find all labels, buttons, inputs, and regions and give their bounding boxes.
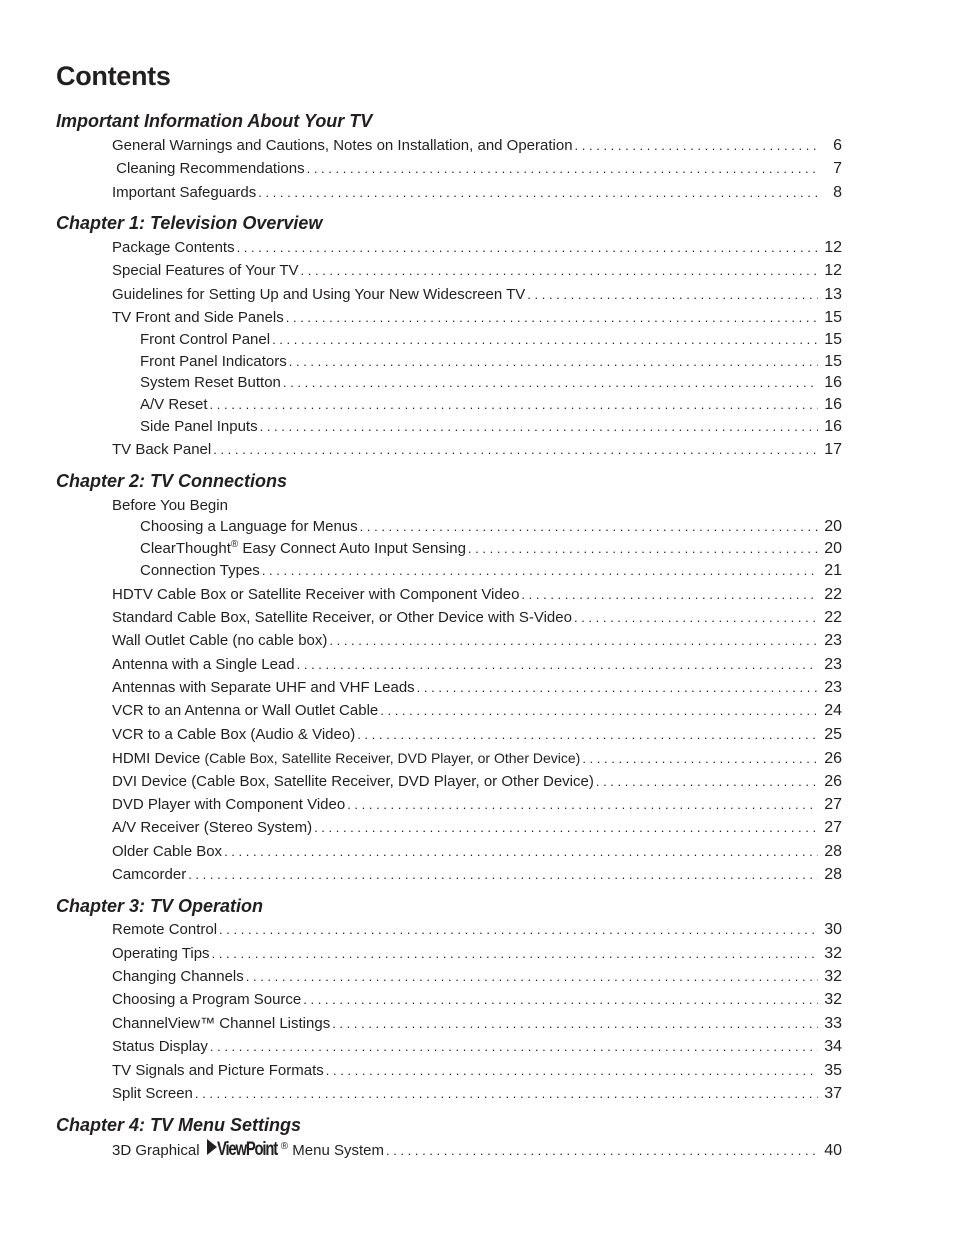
page-number: 15 xyxy=(824,353,842,370)
toc-entry[interactable]: HDMI Device (Cable Box, Satellite Receiver, DVD Player, or Other Device) . . . 26 xyxy=(112,748,842,768)
toc-entry[interactable]: A/V Receiver (Stereo System) . . . 27 xyxy=(112,818,842,838)
toc-entry[interactable]: Before You Begin xyxy=(112,497,228,514)
page-number: 28 xyxy=(824,843,842,860)
toc-subentry[interactable]: Connection Types . . . 21 xyxy=(140,561,842,581)
toc-subentry[interactable]: Front Panel Indicators . . . 15 xyxy=(140,352,842,372)
toc-entry[interactable]: Antennas with Separate UHF and VHF Leads . . . 23 xyxy=(112,678,842,698)
page-number: 25 xyxy=(824,726,842,743)
toc-entry[interactable]: Antenna with a Single Lead . . . 23 xyxy=(112,655,842,675)
toc-entry[interactable]: Split Screen . . . 37 xyxy=(112,1084,842,1104)
page-number: 26 xyxy=(824,750,842,767)
toc-subentry[interactable]: Choosing a Language for Menus . . . 20 xyxy=(140,517,842,537)
toc-subentry[interactable]: Front Control Panel . . . 15 xyxy=(140,330,842,350)
page-number: 32 xyxy=(824,945,842,962)
page-number: 6 xyxy=(833,137,842,154)
toc-entry[interactable]: DVI Device (Cable Box, Satellite Receiver, DVD Player, or Other Device) . . . 26 xyxy=(112,772,842,792)
page-number: 16 xyxy=(824,396,842,413)
section-heading-important-info: Important Information About Your TV xyxy=(56,111,373,131)
toc-subentry[interactable]: ClearThought® Easy Connect Auto Input Sensing . . . 20 xyxy=(140,539,842,559)
toc-entry[interactable]: TV Back Panel . . . 17 xyxy=(112,440,842,460)
page-number: 20 xyxy=(824,518,842,535)
page-number: 21 xyxy=(824,562,842,579)
toc-entry[interactable]: TV Front and Side Panels . . . 15 xyxy=(112,308,842,328)
page-number: 12 xyxy=(824,239,842,256)
page-number: 27 xyxy=(824,796,842,813)
viewpoint-logo: ViewPoint xyxy=(207,1139,279,1160)
page-number: 7 xyxy=(833,160,842,177)
toc-entry[interactable]: Remote Control . . . 30 xyxy=(112,920,842,940)
section-heading-chapter-4: Chapter 4: TV Menu Settings xyxy=(56,1115,302,1135)
toc-entry[interactable]: Older Cable Box . . . 28 xyxy=(112,842,842,862)
page-number: 16 xyxy=(824,418,842,435)
section-heading-chapter-1: Chapter 1: Television Overview xyxy=(56,213,323,233)
toc-entry[interactable]: Guidelines for Setting Up and Using Your New Widescreen TV . . . 13 xyxy=(112,285,842,305)
page-number: 23 xyxy=(824,679,842,696)
page-number: 22 xyxy=(824,586,842,603)
toc-entry[interactable]: Camcorder . . . 28 xyxy=(112,865,842,885)
page-number: 23 xyxy=(824,656,842,673)
toc-entry[interactable]: Choosing a Program Source . . . 32 xyxy=(112,990,842,1010)
toc-subentry[interactable]: System Reset Button . . . 16 xyxy=(140,373,842,393)
page-number: 32 xyxy=(824,968,842,985)
toc-entry[interactable]: Cleaning Recommendations . . . 7 xyxy=(112,159,842,179)
page-number: 24 xyxy=(824,702,842,719)
toc-entry[interactable]: Important Safeguards . . . 8 xyxy=(112,183,842,203)
page-number: 34 xyxy=(824,1038,842,1055)
page-number: 40 xyxy=(824,1142,842,1159)
page-number: 30 xyxy=(824,921,842,938)
page-number: 12 xyxy=(824,262,842,279)
page-number: 20 xyxy=(824,540,842,557)
page-number: 27 xyxy=(824,819,842,836)
toc-subentry[interactable]: A/V Reset . . . 16 xyxy=(140,395,842,415)
page-number: 13 xyxy=(824,286,842,303)
page-number: 37 xyxy=(824,1085,842,1102)
page-number: 32 xyxy=(824,991,842,1008)
toc-entry[interactable]: Operating Tips . . . 32 xyxy=(112,944,842,964)
page-number: 26 xyxy=(824,773,842,790)
page-number: 8 xyxy=(833,184,842,201)
page-number: 15 xyxy=(824,331,842,348)
toc-entry[interactable]: 3D Graphical ViewPoint ® Menu System . . . 40 xyxy=(112,1139,842,1159)
toc-entry[interactable]: TV Signals and Picture Formats . . . 35 xyxy=(112,1061,842,1081)
section-heading-chapter-3: Chapter 3: TV Operation xyxy=(56,896,264,916)
toc-entry[interactable]: Status Display . . . 34 xyxy=(112,1037,842,1057)
section-heading-chapter-2: Chapter 2: TV Connections xyxy=(56,471,288,491)
toc-entry[interactable]: DVD Player with Component Video . . . 27 xyxy=(112,795,842,815)
play-arrow-icon xyxy=(207,1139,217,1155)
page-number: 17 xyxy=(824,441,842,458)
page-number: 22 xyxy=(824,609,842,626)
page-number: 15 xyxy=(824,309,842,326)
toc-entry[interactable]: Special Features of Your TV . . . 12 xyxy=(112,261,842,281)
toc-entry[interactable]: VCR to a Cable Box (Audio & Video) . . . 25 xyxy=(112,725,842,745)
toc-entry[interactable]: Standard Cable Box, Satellite Receiver, or Other Device with S-Video . . . 22 xyxy=(112,608,842,628)
toc-entry[interactable]: Changing Channels . . . 32 xyxy=(112,967,842,987)
toc-entry[interactable]: VCR to an Antenna or Wall Outlet Cable . . . 24 xyxy=(112,701,842,721)
toc-entry[interactable]: General Warnings and Cautions, Notes on Installation, and Operation . . . 6 xyxy=(112,136,842,156)
page-title: Contents xyxy=(56,61,171,91)
toc-entry[interactable]: Package Contents . . . 12 xyxy=(112,238,842,258)
toc-entry[interactable]: HDTV Cable Box or Satellite Receiver with Component Video . . . 22 xyxy=(112,585,842,605)
page-number: 33 xyxy=(824,1015,842,1032)
page-number: 16 xyxy=(824,374,842,391)
page-number: 28 xyxy=(824,866,842,883)
toc-entry[interactable]: ChannelView™ Channel Listings . . . 33 xyxy=(112,1014,842,1034)
page-number: 35 xyxy=(824,1062,842,1079)
toc-entry[interactable]: Wall Outlet Cable (no cable box) . . . 23 xyxy=(112,631,842,651)
toc-subentry[interactable]: Side Panel Inputs . . . 16 xyxy=(140,417,842,437)
page-number: 23 xyxy=(824,632,842,649)
